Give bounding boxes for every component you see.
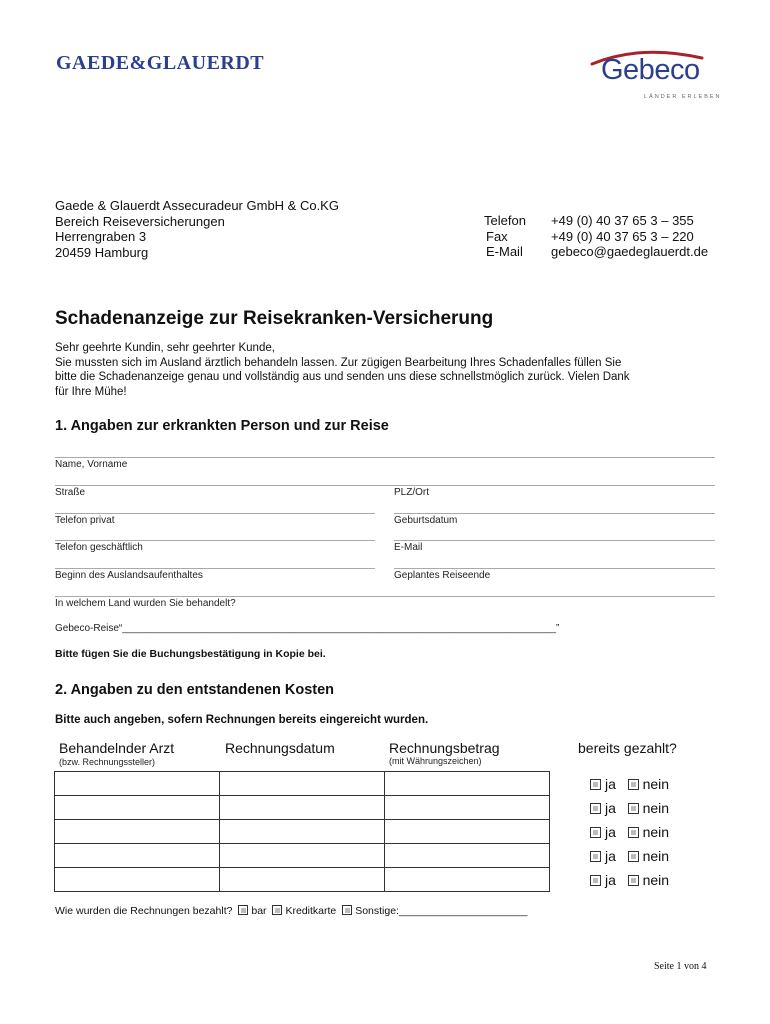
street-field[interactable]: Straße <box>55 487 86 498</box>
amount-cell[interactable] <box>385 844 550 868</box>
phone-value: +49 (0) 40 37 65 3 – 355 <box>551 213 694 228</box>
paid-no-checkbox[interactable] <box>628 827 639 838</box>
intro-line: Sehr geehrte Kundin, sehr geehrter Kunde, <box>55 342 275 354</box>
contact-labels <box>484 213 526 260</box>
table-row <box>55 772 550 796</box>
date-cell[interactable] <box>220 796 385 820</box>
date-cell[interactable] <box>220 868 385 892</box>
phone-private-field[interactable]: Telefon privat <box>55 515 115 526</box>
divider <box>394 540 715 541</box>
stay-begin-field[interactable]: Beginn des Auslandsaufenthaltes <box>55 570 203 581</box>
section2-heading: 2. Angaben zu den entstandenen Kosten <box>55 682 335 698</box>
date-cell[interactable] <box>220 772 385 796</box>
col-amount: Rechnungsbetrag <box>389 740 500 756</box>
intro-line: für Ihre Mühe! <box>55 385 127 398</box>
yes-label: ja <box>605 824 616 840</box>
amount-cell[interactable] <box>385 868 550 892</box>
address-line: 20459 Hamburg <box>55 244 149 260</box>
address-line: Bereich Reiseversicherungen <box>55 213 225 229</box>
payment-question: Wie wurden die Rechnungen bezahlt? <box>55 905 233 917</box>
booking-note: Bitte fügen Sie die Buchungsbestätigung in Kopie bei. <box>55 648 326 660</box>
zip-city-field[interactable]: PLZ/Ort <box>394 487 430 498</box>
doctor-cell[interactable] <box>55 820 220 844</box>
paid-yes-checkbox[interactable] <box>590 827 601 838</box>
intro-line: Sie mussten sich im Ausland ärztlich behandeln lassen. Zur zügigen Bearbeitung Ihres Schadenfalles füllen Sie <box>55 356 622 369</box>
paid-options <box>590 848 669 864</box>
other-checkbox[interactable] <box>342 905 352 915</box>
cash-checkbox[interactable] <box>238 905 248 915</box>
yes-label: ja <box>605 800 616 816</box>
fax-value: +49 (0) 40 37 65 3 – 220 <box>551 228 694 244</box>
paid-options <box>590 776 669 792</box>
paid-no-checkbox[interactable] <box>628 851 639 862</box>
paid-yes-checkbox[interactable] <box>590 851 601 862</box>
table-row <box>55 868 550 892</box>
col-amount-sub: (mit Währungszeichen) <box>389 756 482 766</box>
insurer-address <box>55 198 339 260</box>
paid-no-checkbox[interactable] <box>628 803 639 814</box>
divider <box>55 568 375 569</box>
birthdate-field[interactable]: Geburtsdatum <box>394 515 458 526</box>
other-label[interactable]: Sonstige:______________________ <box>355 905 528 917</box>
doctor-cell[interactable] <box>55 844 220 868</box>
no-label: nein <box>642 824 670 840</box>
amount-cell[interactable] <box>385 820 550 844</box>
email-field[interactable]: E-Mail <box>394 542 423 553</box>
trip-end-field[interactable]: Geplantes Reiseende <box>394 570 491 581</box>
col-paid: bereits gezahlt? <box>578 740 677 756</box>
payment-method <box>55 905 527 917</box>
country-field[interactable]: In welchem Land wurden Sie behandelt? <box>55 598 236 609</box>
divider <box>394 513 715 514</box>
intro-text <box>55 341 715 399</box>
amount-cell[interactable] <box>385 772 550 796</box>
paid-yes-checkbox[interactable] <box>590 875 601 886</box>
yes-label: ja <box>605 872 616 888</box>
page-number: Seite 1 von 4 <box>654 961 707 972</box>
gebeco-logo <box>590 46 722 106</box>
contact-values <box>551 213 708 260</box>
doctor-cell[interactable] <box>55 796 220 820</box>
section1-heading: 1. Angaben zur erkrankten Person und zur Reise <box>55 418 389 434</box>
paid-options <box>590 872 669 888</box>
gebeco-tagline: LÄNDER ERLEBEN <box>644 94 722 100</box>
col-doctor-sub: (bzw. Rechnungssteller) <box>59 757 156 767</box>
gaede-glauerdt-logo: GAEDE&GLAUERDT <box>56 52 265 74</box>
email-label: E-Mail <box>486 244 523 259</box>
divider <box>55 513 375 514</box>
intro-line: bitte die Schadenanzeige genau und vollständig aus und senden uns diese schnellstmöglich zurück. Vielen Dank <box>55 371 630 383</box>
divider <box>55 485 715 486</box>
phone-label: Telefon <box>484 213 526 228</box>
yes-label: ja <box>605 776 616 792</box>
gebeco-wordmark: Gebeco <box>601 54 700 86</box>
date-cell[interactable] <box>220 844 385 868</box>
cost-table <box>54 771 550 892</box>
col-doctor: Behandelnder Arzt <box>59 740 175 756</box>
paid-no-checkbox[interactable] <box>628 779 639 790</box>
amount-cell[interactable] <box>385 796 550 820</box>
divider <box>55 540 375 541</box>
creditcard-checkbox[interactable] <box>272 905 282 915</box>
paid-yes-checkbox[interactable] <box>590 803 601 814</box>
document-title: Schadenanzeige zur Reisekranken-Versicherung <box>55 308 494 329</box>
cash-label: bar <box>251 905 267 917</box>
name-field[interactable]: Name, Vorname <box>55 459 128 470</box>
address-line: Gaede & Glauerdt Assecuradeur GmbH & Co.KG <box>55 198 339 213</box>
creditcard-label: Kreditkarte <box>285 905 337 917</box>
doctor-cell[interactable] <box>55 772 220 796</box>
paid-no-checkbox[interactable] <box>628 875 639 886</box>
doctor-cell[interactable] <box>55 868 220 892</box>
paid-yes-checkbox[interactable] <box>590 779 601 790</box>
no-label: nein <box>642 848 670 864</box>
yes-label: ja <box>605 848 616 864</box>
no-label: nein <box>642 800 670 816</box>
fax-label: Fax <box>486 228 508 244</box>
col-date: Rechnungsdatum <box>225 740 335 756</box>
divider <box>394 568 715 569</box>
table-row <box>55 844 550 868</box>
divider <box>55 596 715 597</box>
no-label: nein <box>642 776 670 792</box>
divider <box>55 457 715 458</box>
gebeco-trip-field[interactable]: Gebeco-Reise“______________________________________________________________________________” <box>55 623 560 634</box>
table-row <box>55 820 550 844</box>
date-cell[interactable] <box>220 820 385 844</box>
table-row <box>55 796 550 820</box>
phone-business-field[interactable]: Telefon geschäftlich <box>55 542 143 553</box>
invoice-note: Bitte auch angeben, sofern Rechnungen bereits eingereicht wurden. <box>55 714 429 726</box>
no-label: nein <box>642 872 670 888</box>
paid-options <box>590 800 669 816</box>
email-value: gebeco@gaedeglauerdt.de <box>551 244 709 259</box>
address-line: Herrengraben 3 <box>55 229 147 244</box>
paid-options <box>590 824 669 840</box>
